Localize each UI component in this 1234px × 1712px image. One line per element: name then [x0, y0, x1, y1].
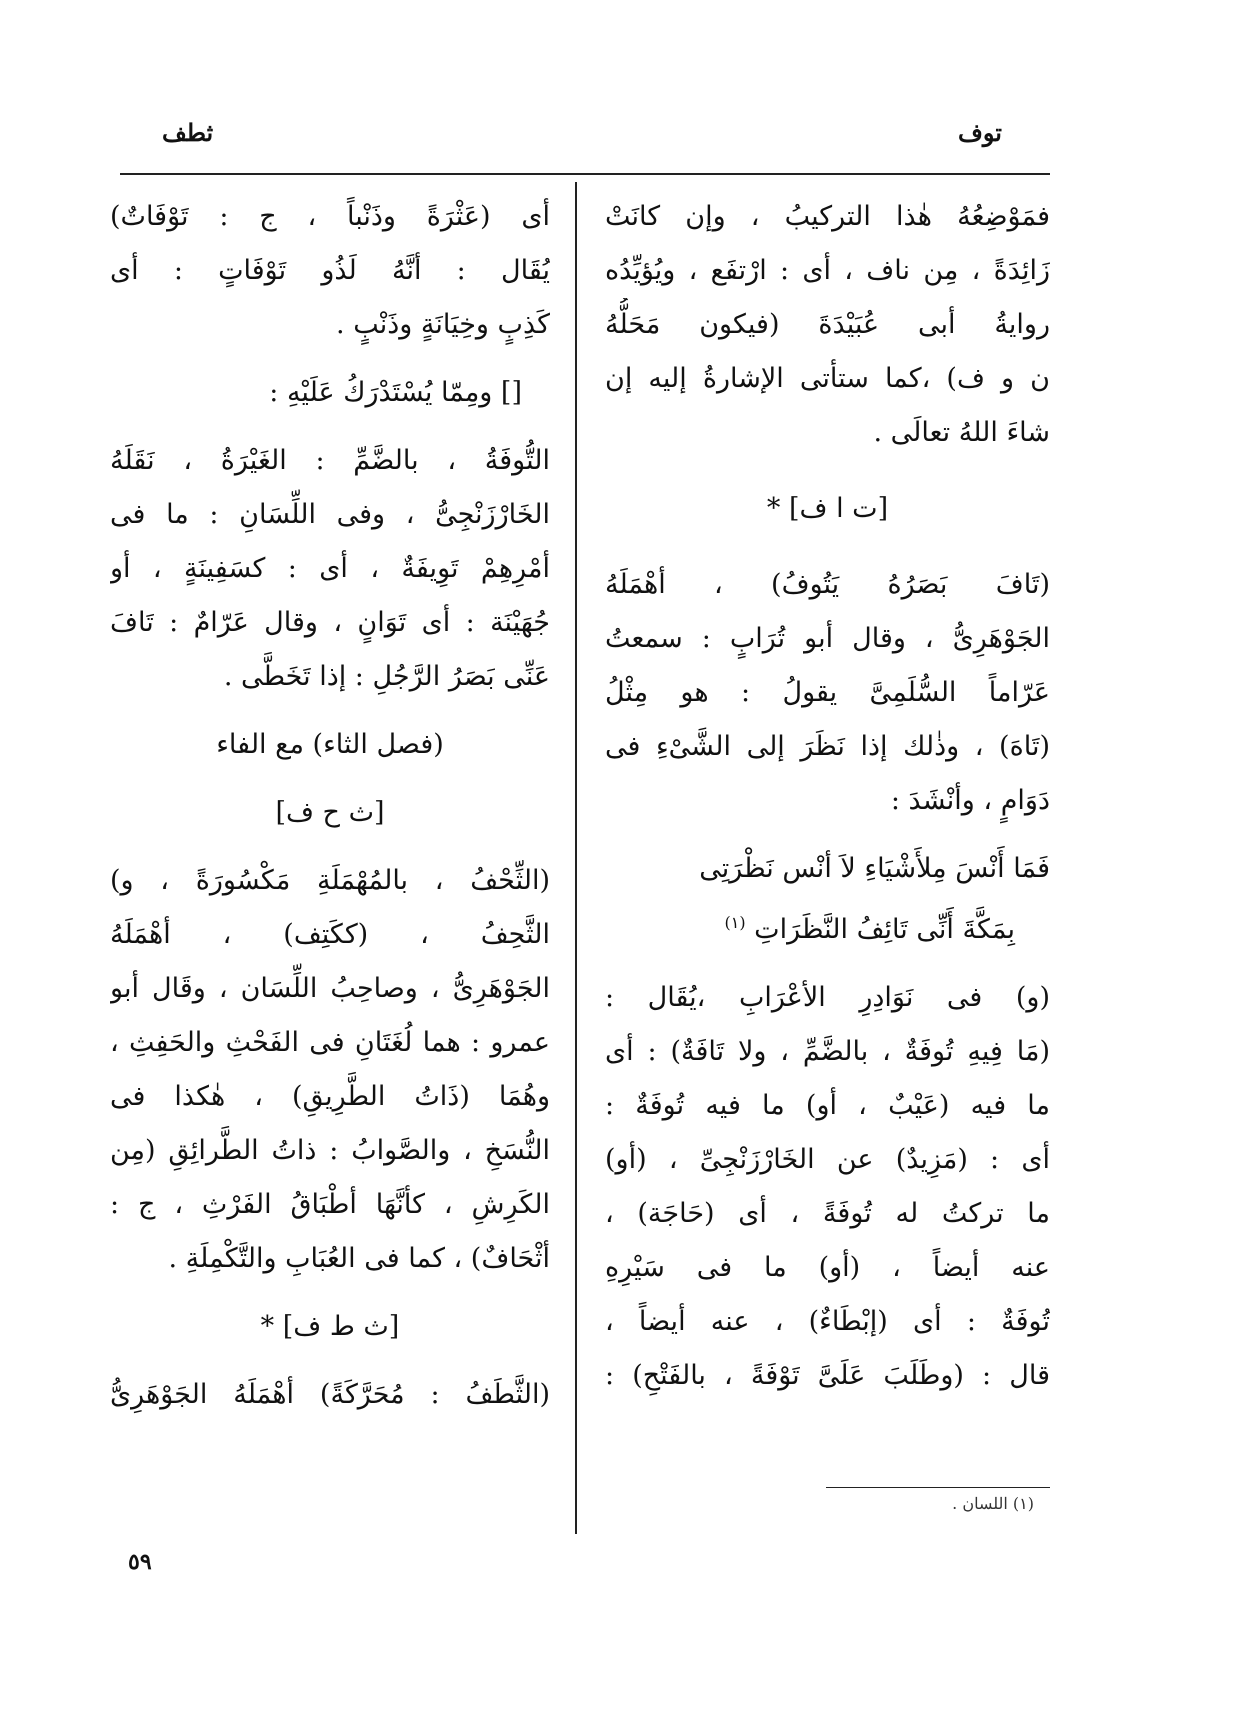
paragraph [605, 190, 1050, 460]
left-column [110, 190, 550, 1422]
entry-heading: [ث ح ف] [275, 797, 385, 828]
section-heading: (فصل الثاء) مع الفاء [216, 729, 444, 760]
verse-line-text: بِمَكَّةَ أَنِّى تَائِفُ النَّظَرَاتِ [754, 914, 1015, 945]
paragraph [605, 558, 1050, 828]
verse [605, 842, 1050, 957]
text-line: فمَوْضِعُهُ هٰذا التركيبُ ، وإن كانَتْ [605, 201, 1050, 232]
text-line: زَائِدَةً ، مِن ناف ، أى : ارْتفَع ، ويُؤيِّدُه [605, 255, 1050, 286]
paragraph [110, 854, 550, 1286]
text-line: تُوفَةٌ : أى (إبْطَاءٌ) ، عنه أيضاً ، [605, 1306, 1050, 1337]
column-divider [575, 182, 577, 1534]
text-line: ما فيه (عَيْبٌ ، أو) ما فيه تُوفَةٌ : [605, 1090, 1050, 1121]
text-line: الجَوْهَرِىُّ ، وصاحِبُ اللِّسَان ، وقَال أبو [110, 973, 550, 1004]
running-head-right: توف [958, 118, 1002, 147]
text-line: النُّسَخِ ، والصَّوابُ : ذاتُ الطَّرائِقِ (مِن [110, 1135, 550, 1166]
right-column [605, 190, 1050, 1403]
text-line: ما تركتُ له تُوفَةً ، أى (حَاجَة) ، [605, 1198, 1050, 1229]
text-line: (و) فى نَوَادِرِ الأعْرَابِ ،يُقَال : [605, 982, 1050, 1013]
verse-line [605, 896, 1050, 957]
text-line: الجَوْهَرِىُّ ، وقال أبو تُرَابٍ : سمعتُ [605, 623, 1050, 654]
entry-heading: [ث ط ف] * [260, 1311, 400, 1342]
header-rule [120, 173, 1050, 175]
text-line: أمْرِهِمْ تَوِيفَةٌ ، أى : كسَفِينَةٍ ، أو [110, 553, 550, 584]
text-line: (الثِّحْفُ ، بالمُهْمَلَةِ مَكْسُورَةً ، و) [110, 865, 550, 896]
text-line: عمرو : هما لُغَتَانِ فى الفَحْثِ والحَفِثِ ، [110, 1027, 550, 1058]
supplement-heading: [] ومِمّا يُسْتَدْرَكُ عَلَيْهِ : [269, 377, 522, 408]
text-line: جُهَيْنَة : أى تَوَانٍ ، وقال عَرّامٌ : تَافَ [110, 607, 550, 638]
text-line: ن و ف) ،كما ستأتى الإشارةُ إليه إن [605, 363, 1050, 394]
paragraph [605, 971, 1050, 1403]
text-line: (تَافَ بَصَرُهُ يَتُوفُ) ، أهْمَلَهُ [605, 569, 1050, 600]
verse-line: فَمَا أَنْسَ مِلأَشْيَاءِ لاَ أنْس نَظْرَتِى [699, 853, 1050, 884]
text-line: يُقَال : أنَّهُ لَذُو تَوْفَاتٍ : أى [110, 255, 550, 286]
text-line: قال : (وطَلَبَ عَلَىَّ تَوْفَةً ، بالفَتْحِ) : [605, 1360, 1050, 1391]
text-line: الكَرِشِ ، كأنَّهَا أطْبَاقُ الفَرْثِ ، ج : [110, 1189, 550, 1220]
text-line: الخَارْزَنْجِىُّ ، وفى اللِّسَانِ : ما فى [110, 499, 550, 530]
paragraph [110, 434, 550, 704]
footnote-marker: (١) [724, 913, 746, 932]
text-line: التُّوفَةُ ، بالضَّمِّ : الغَيْرَةُ ، نَقَلَهُ [110, 445, 550, 476]
footnote: (١) اللسان . [952, 1494, 1034, 1513]
text-line: شاءَ اللهُ تعالَى . [873, 417, 1050, 448]
text-line: (الثَّطَفُ : مُحَرَّكَةً) أهْمَلَهُ الجَوْهَرِىُّ [110, 1379, 550, 1410]
text-line: (مَا فِيهِ تُوفَةٌ ، بالضَّمِّ ، ولا تَافَةٌ) : أى [605, 1036, 1050, 1067]
entry-heading: [ت ا ف] * [766, 493, 889, 524]
text-line: عَنِّى بَصَرُ الرَّجُلِ : إذا تَخَطَّى . [223, 661, 550, 692]
paragraph [110, 190, 550, 352]
text-line: وهُمَا (ذَاتُ الطَّرِيقِ) ، هٰكذا فى [110, 1081, 550, 1112]
text-line: أثْحَافٌ) ، كما فى العُبَابِ والتَّكْمِلَةِ . [168, 1243, 550, 1274]
text-line: أى (عَثْرَةً وذَنْباً ، ج : تَوْفَاتٌ) [110, 201, 550, 232]
text-line: (تَاهَ) ، وذٰلك إذا نَظَرَ إلى الشَّىْءِ فى [605, 731, 1050, 762]
text-line: دَوَامٍ ، وأنْشَدَ : [890, 785, 1050, 816]
text-line: الثَّحِفُ ، (ككَتِف) ، أهْمَلَهُ [110, 919, 550, 950]
footnote-rule [826, 1487, 1050, 1488]
text-line: عَرّاماً السُّلَمِىَّ يقولُ : هو مِثْلُ [605, 677, 1050, 708]
running-head-left: ثطف [162, 118, 214, 147]
page-number: ٥٩ [128, 1549, 152, 1575]
text-line: كَذِبٍ وخِيَانَةٍ وذَنْبٍ . [336, 309, 550, 340]
paragraph [110, 1368, 550, 1422]
text-line: عنه أيضاً ، (أو) ما فى سَيْرِهِ [605, 1252, 1050, 1283]
text-line: أى : (مَزِيدٌ) عن الخَارْزَنْجِىِّ ، (أو) [605, 1144, 1050, 1175]
text-line: روايةُ أبى عُبَيْدَةَ (فيكون مَحَلُّهُ [605, 309, 1050, 340]
